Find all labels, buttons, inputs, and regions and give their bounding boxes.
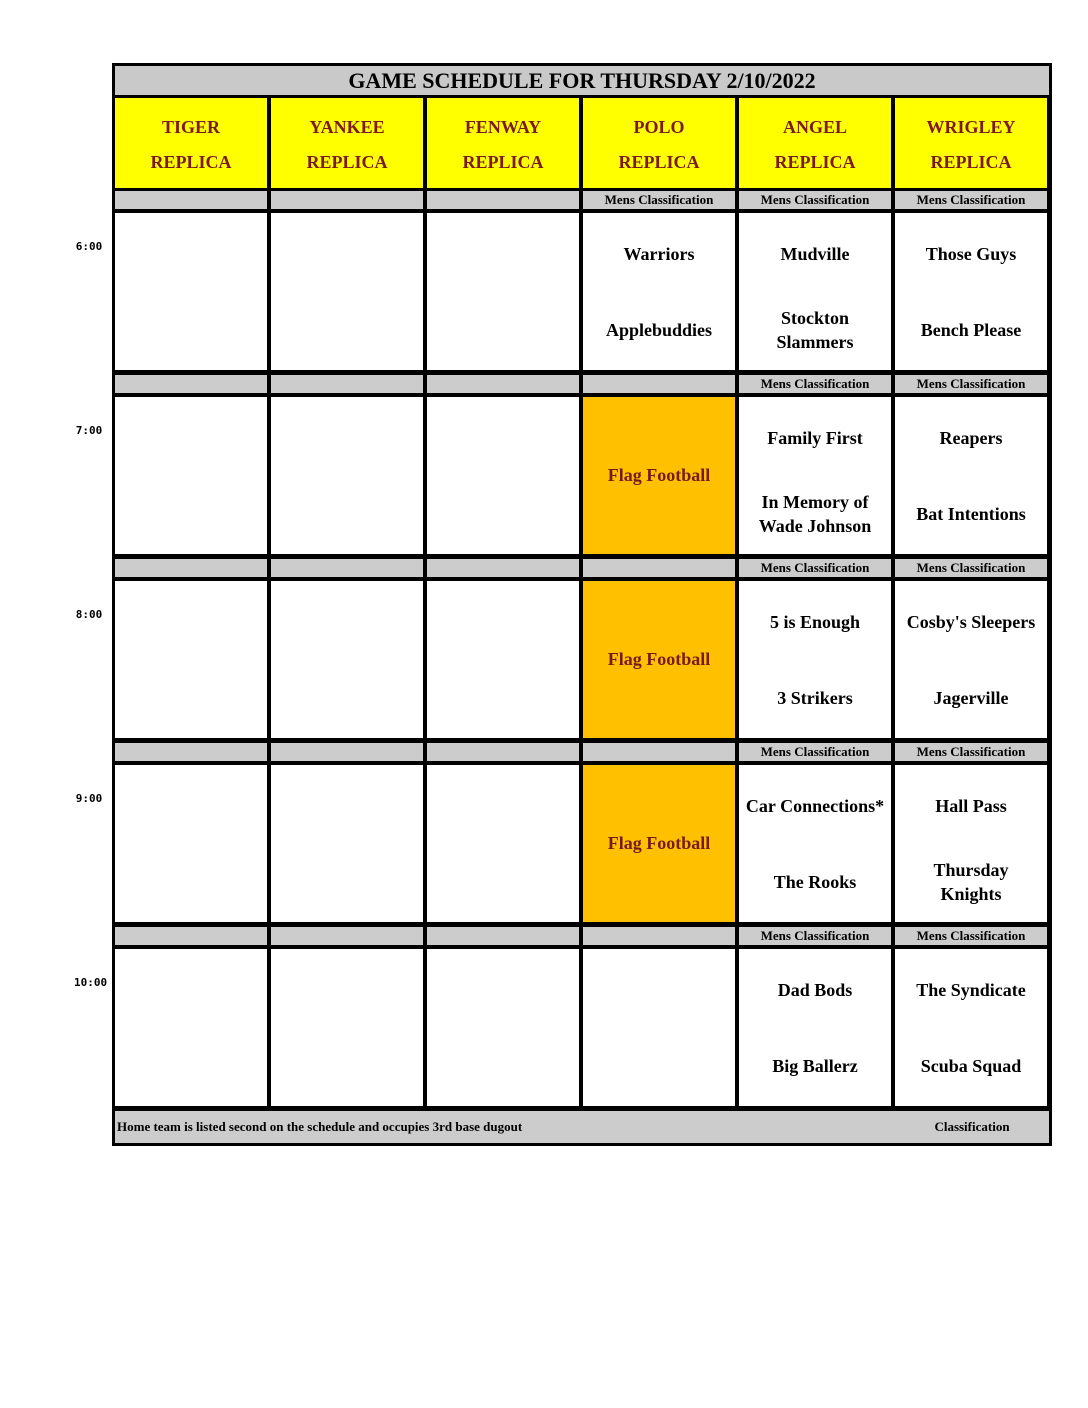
field-header-tiger <box>115 98 267 188</box>
away-team: 5 is Enough <box>769 612 861 632</box>
classification-label <box>271 375 423 393</box>
game-cell <box>895 949 1047 1106</box>
game-cell <box>895 581 1047 738</box>
home-team: Scuba Squad <box>920 1056 1022 1076</box>
classification-label: Mens Classification <box>583 191 735 209</box>
classification-legend: Classification <box>934 1119 1010 1134</box>
home-team: Big Ballerz <box>772 1056 858 1076</box>
away-team: Those Guys <box>925 244 1017 264</box>
empty-slot <box>427 581 579 738</box>
empty-slot <box>427 213 579 370</box>
classification-label: Mens Classification <box>895 191 1047 209</box>
field-name: WRIGLEY <box>926 117 1016 137</box>
empty-slot <box>271 949 423 1106</box>
game-cell <box>583 213 735 370</box>
field-type: REPLICA <box>150 152 232 172</box>
flag-football-block <box>583 765 735 922</box>
home-team: Stockton Slammers <box>776 308 854 352</box>
schedule-title: GAME SCHEDULE FOR THURSDAY 2/10/2022 <box>115 66 1049 95</box>
field-name: TIGER <box>161 117 221 137</box>
classification-label <box>115 559 267 577</box>
field-header-angel <box>739 98 891 188</box>
classification-label <box>271 927 423 945</box>
game-cell <box>739 949 891 1106</box>
classification-label <box>271 743 423 761</box>
empty-slot <box>271 581 423 738</box>
classification-label: Mens Classification <box>895 559 1047 577</box>
home-team: In Memory of Wade Johnson <box>758 492 872 536</box>
classification-label <box>427 927 579 945</box>
classification-label <box>583 743 735 761</box>
classification-label <box>583 559 735 577</box>
home-team: Jagerville <box>933 688 1009 708</box>
classification-label <box>583 927 735 945</box>
classification-label <box>115 927 267 945</box>
empty-slot <box>271 765 423 922</box>
away-team: Dad Bods <box>777 980 853 1000</box>
field-type: REPLICA <box>930 152 1012 172</box>
game-cell <box>739 213 891 370</box>
classification-label <box>427 191 579 209</box>
empty-slot <box>583 949 735 1106</box>
empty-slot <box>115 397 267 554</box>
classification-label <box>271 191 423 209</box>
classification-label <box>427 559 579 577</box>
time-label: 10:00 <box>74 976 108 989</box>
field-type: REPLICA <box>462 152 544 172</box>
time-label: 7:00 <box>75 424 103 437</box>
game-cell <box>739 765 891 922</box>
empty-slot <box>427 949 579 1106</box>
classification-label: Mens Classification <box>739 927 891 945</box>
game-cell <box>739 581 891 738</box>
time-label: 9:00 <box>75 792 103 805</box>
game-cell <box>739 397 891 554</box>
home-team: Bench Please <box>920 320 1022 340</box>
classification-label <box>115 743 267 761</box>
empty-slot <box>115 765 267 922</box>
away-team: Warriors <box>623 244 695 264</box>
classification-label: Mens Classification <box>739 743 891 761</box>
field-type: REPLICA <box>774 152 856 172</box>
classification-label: Mens Classification <box>895 375 1047 393</box>
flag-football-block <box>583 581 735 738</box>
away-team: Mudville <box>780 244 850 264</box>
empty-slot <box>115 581 267 738</box>
home-team: The Rooks <box>773 872 857 892</box>
home-team: Thursday Knights <box>933 860 1009 904</box>
home-team: Bat Intentions <box>916 504 1026 524</box>
empty-slot <box>427 397 579 554</box>
away-team: Car Connections* <box>745 796 885 816</box>
classification-label: Mens Classification <box>895 927 1047 945</box>
empty-slot <box>271 397 423 554</box>
field-header-fenway <box>427 98 579 188</box>
field-type: REPLICA <box>618 152 700 172</box>
away-team: Hall Pass <box>935 796 1007 816</box>
time-label: 8:00 <box>75 608 103 621</box>
time-label: 6:00 <box>75 240 103 253</box>
field-name: POLO <box>633 117 685 137</box>
field-header-yankee <box>271 98 423 188</box>
game-cell <box>895 213 1047 370</box>
classification-label <box>583 375 735 393</box>
field-header-wrigley <box>895 98 1047 188</box>
schedule-table <box>112 63 1052 1146</box>
classification-label <box>427 743 579 761</box>
classification-label: Mens Classification <box>895 743 1047 761</box>
empty-slot <box>115 213 267 370</box>
away-team: Reapers <box>939 428 1003 448</box>
classification-label <box>427 375 579 393</box>
game-cell <box>895 765 1047 922</box>
field-type: REPLICA <box>306 152 388 172</box>
classification-label: Mens Classification <box>739 375 891 393</box>
empty-slot <box>115 949 267 1106</box>
classification-label <box>271 559 423 577</box>
away-team: Cosby's Sleepers <box>906 612 1036 632</box>
flag-football-label: Flag Football <box>607 465 711 485</box>
classification-label: Mens Classification <box>739 191 891 209</box>
empty-slot <box>271 213 423 370</box>
classification-label <box>115 191 267 209</box>
flag-football-label: Flag Football <box>607 833 711 853</box>
flag-football-block <box>583 397 735 554</box>
away-team: Family First <box>767 428 863 448</box>
flag-football-label: Flag Football <box>607 649 711 669</box>
field-header-polo <box>583 98 735 188</box>
field-name: FENWAY <box>464 117 542 137</box>
home-team: 3 Strikers <box>777 688 853 708</box>
classification-label: Mens Classification <box>739 559 891 577</box>
classification-label <box>115 375 267 393</box>
home-team-note: Home team is listed second on the schedule and occupies 3rd base dugout <box>117 1119 523 1134</box>
home-team: Applebuddies <box>605 320 713 340</box>
away-team: The Syndicate <box>916 980 1026 1000</box>
empty-slot <box>427 765 579 922</box>
game-cell <box>895 397 1047 554</box>
footer-bar <box>115 1111 1049 1143</box>
field-name: YANKEE <box>309 117 385 137</box>
field-name: ANGEL <box>782 117 847 137</box>
